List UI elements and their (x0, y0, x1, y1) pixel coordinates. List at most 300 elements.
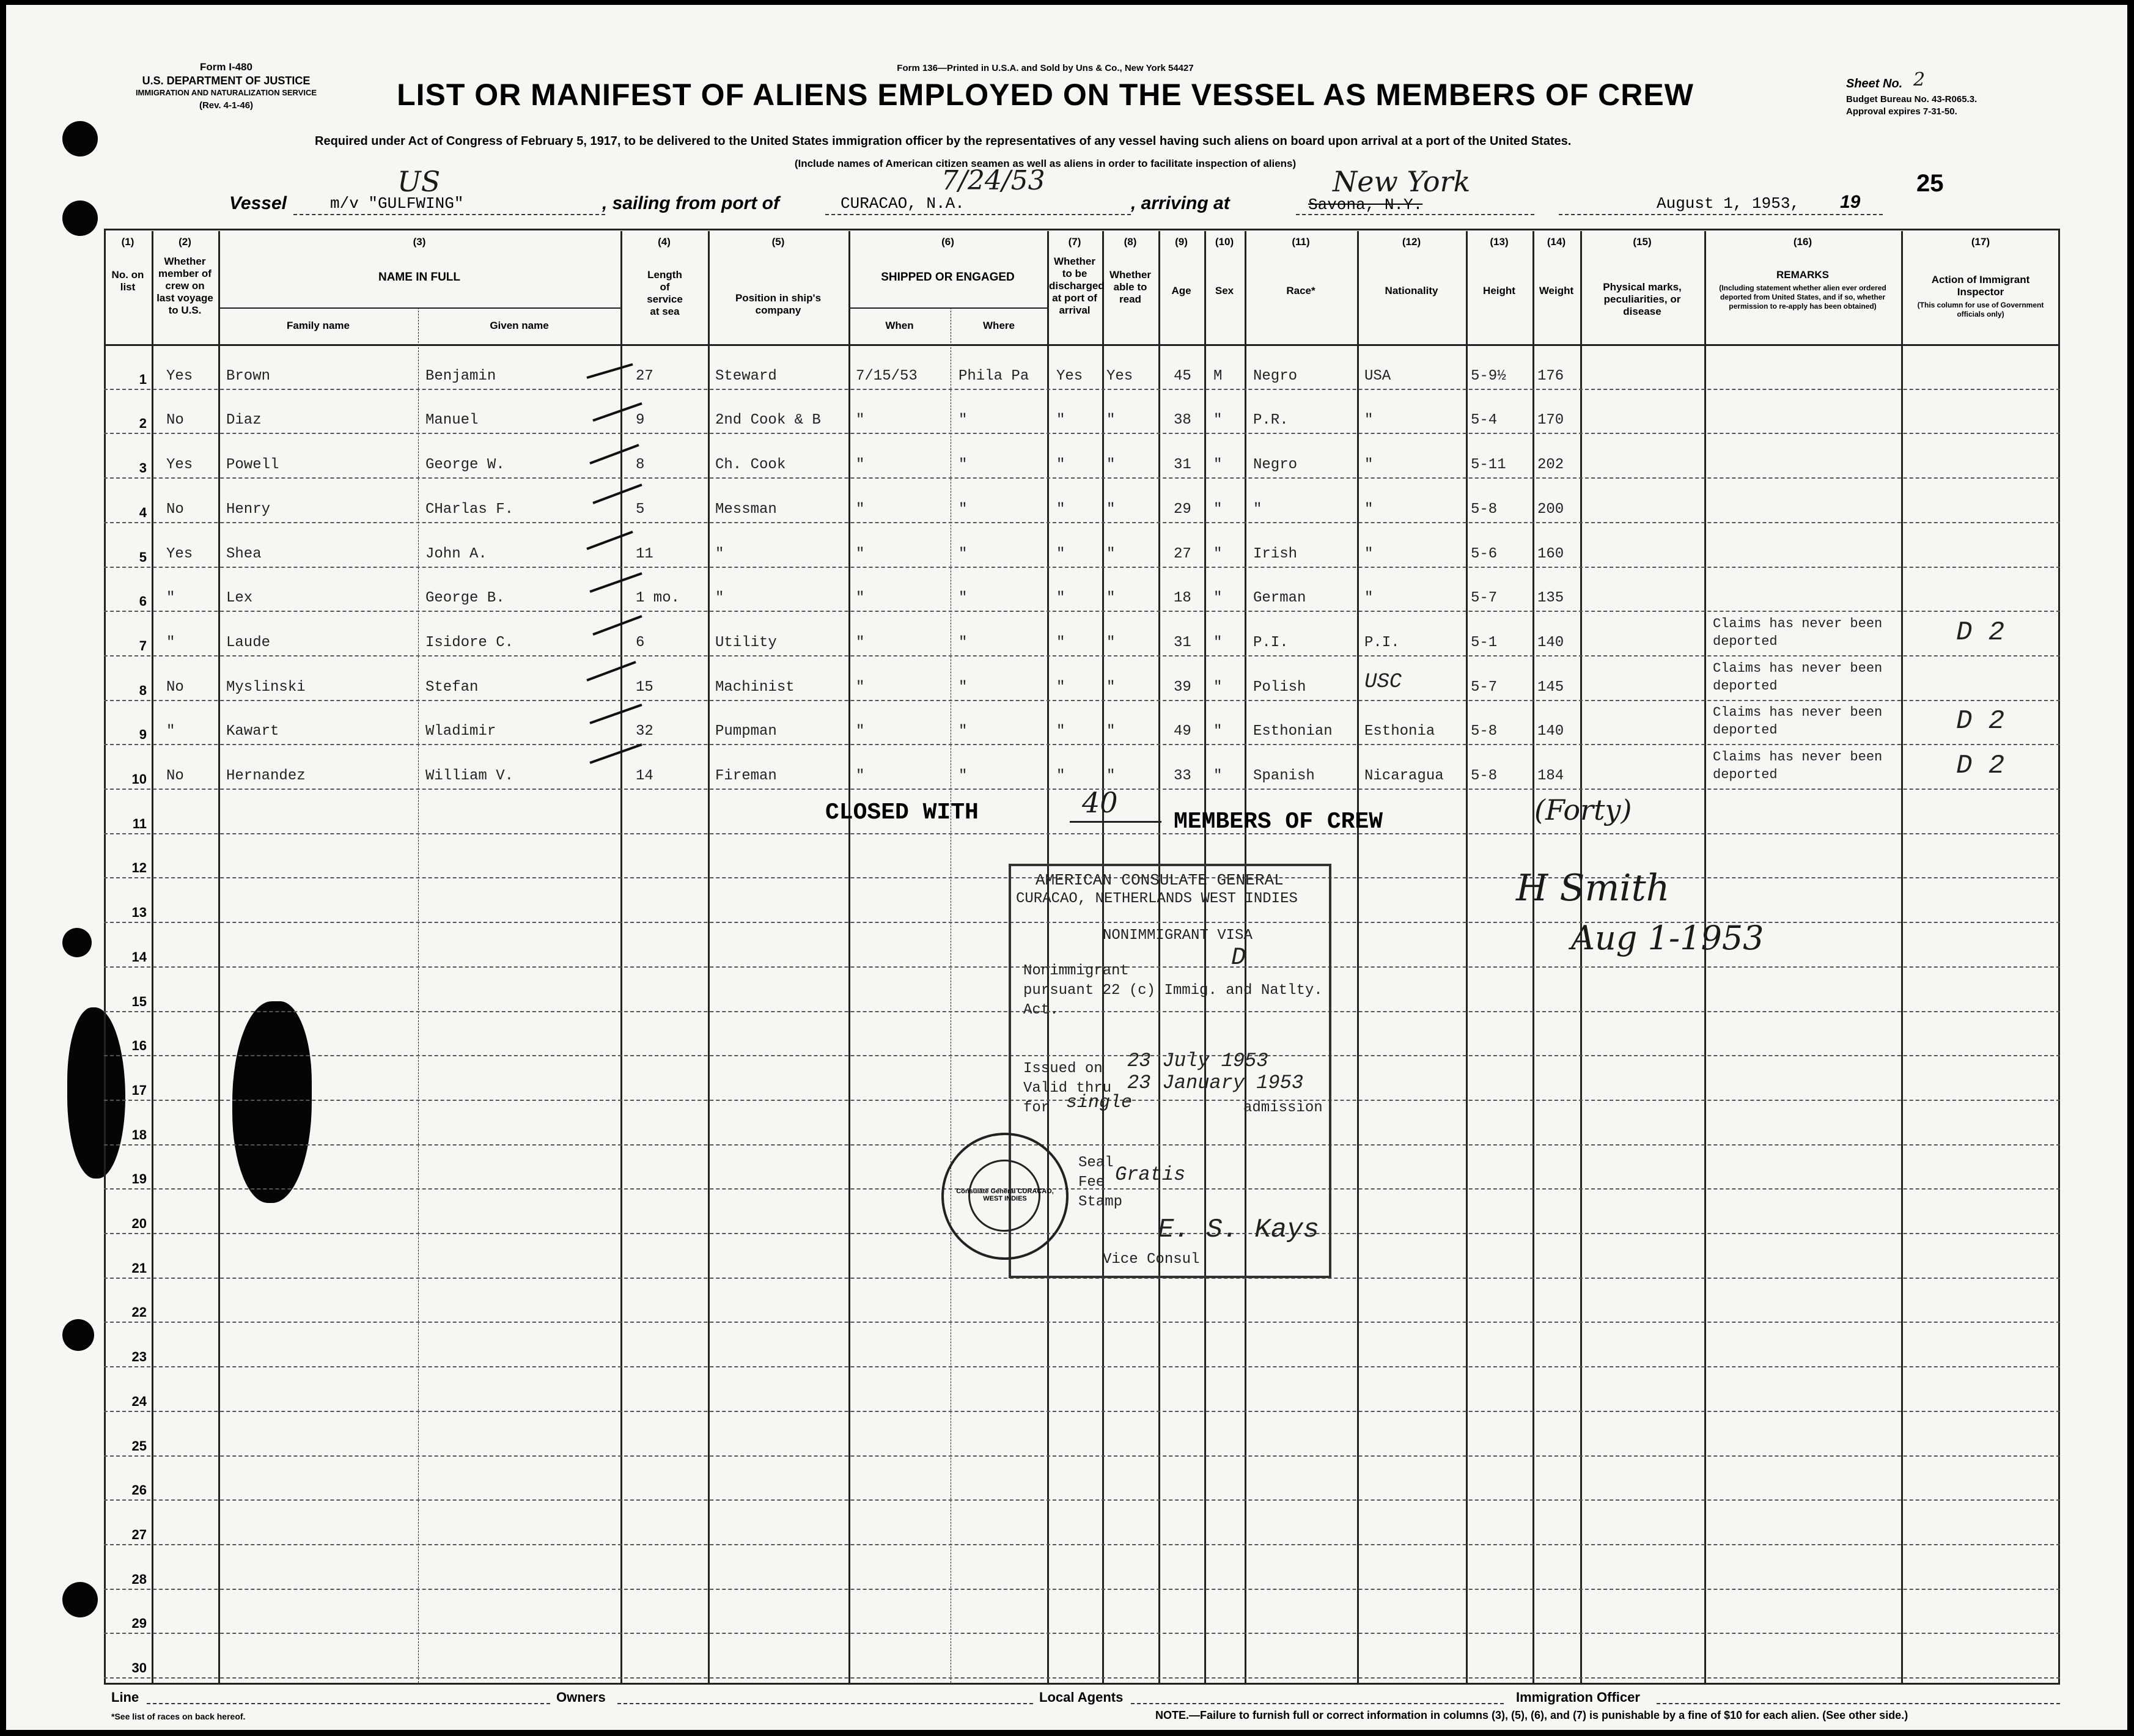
cell-where: " (958, 590, 968, 607)
footer-officer-label: Immigration Officer (1516, 1690, 1640, 1705)
cell-read: " (1106, 679, 1116, 696)
row-number: 29 (131, 1616, 147, 1631)
footer-line-label: Line (111, 1690, 139, 1705)
col-divider (848, 231, 850, 1683)
cell-nationality: Nicaragua (1364, 768, 1444, 784)
cell-weight: 176 (1537, 367, 1564, 384)
row-number: 12 (131, 860, 147, 876)
footer-race-note: *See list of races on back hereof. (111, 1712, 246, 1721)
consulate-seal (941, 1133, 1069, 1260)
col-13-label: Height (1483, 285, 1515, 296)
cell-voyage: Yes (166, 545, 193, 562)
cell-age: 31 (1174, 634, 1191, 651)
footer-line-blank (147, 1703, 550, 1704)
cell-race: Esthonian (1253, 723, 1333, 740)
cell-family: Laude (226, 634, 271, 651)
row-rule (104, 1366, 2060, 1367)
cell-weight: 170 (1537, 412, 1564, 429)
col-17-num: (17) (1971, 236, 1990, 248)
cell-when: " (856, 457, 865, 474)
service: IMMIGRATION AND NATURALIZATION SERVICE (135, 88, 317, 97)
cell-weight: 200 (1537, 501, 1564, 518)
row-number: 16 (131, 1038, 147, 1054)
row-number: 25 (131, 1438, 147, 1454)
col-12-num: (12) (1402, 236, 1421, 248)
cell-read: " (1106, 590, 1116, 607)
cell-age: 45 (1174, 367, 1191, 384)
cell-family: Henry (226, 501, 271, 518)
cell-given: John A. (425, 545, 487, 562)
cell-height: 5-6 (1471, 545, 1498, 562)
cell-height: 5-1 (1471, 634, 1498, 651)
cell-family: Kawart (226, 723, 279, 740)
col-divider (1466, 231, 1468, 1683)
row-number: 28 (131, 1571, 147, 1587)
cell-height: 5-9½ (1471, 367, 1506, 384)
col-7-num: (7) (1068, 236, 1081, 248)
stamp-consul-signature: E. S. Kays (1158, 1215, 1320, 1245)
col-8-num: (8) (1124, 236, 1137, 248)
row-rule (104, 1544, 2060, 1545)
check-mark (593, 485, 642, 503)
row-rule (104, 833, 2060, 834)
cell-discharged: " (1056, 634, 1065, 651)
cell-given: CHarlas F. (425, 501, 514, 518)
row-number: 10 (131, 771, 147, 787)
row-rule (104, 700, 2060, 701)
col-7-label: Whether to be discharged at port of arrival (1049, 256, 1105, 316)
col-3-num: (3) (413, 236, 426, 248)
cell-read: " (1106, 768, 1116, 784)
row-number: 8 (139, 682, 147, 698)
col-16-label: REMARKS (1776, 269, 1829, 281)
row-rule (104, 1322, 2060, 1323)
cell-race: Irish (1253, 545, 1298, 562)
col-divider (1532, 231, 1534, 1683)
vessel-flag-hand: US (397, 165, 441, 198)
binder-hole-5 (62, 1582, 98, 1617)
col-16-sublabel: (Including statement whether alien ever ordered deported from United States, and if so, whether permission to re-apply has been obtained) (1719, 284, 1886, 311)
row-number: 7 (139, 638, 147, 653)
cell-read: " (1106, 634, 1116, 651)
cell-family: Hernandez (226, 768, 306, 784)
row-number: 15 (131, 993, 147, 1009)
cell-service: 8 (636, 457, 645, 474)
cell-race: German (1253, 590, 1306, 607)
col-10-label: Sex (1215, 285, 1234, 296)
vessel-underline (293, 214, 605, 215)
row-number: 2 (139, 416, 147, 432)
closing-count-underline (1070, 821, 1161, 823)
cell-family: Powell (226, 457, 279, 474)
cell-service: 27 (636, 367, 653, 384)
stamp-line-6: Act. (1023, 1002, 1059, 1018)
stamp-fee-label: Fee (1078, 1174, 1105, 1191)
page-title: LIST OR MANIFEST OF ALIENS EMPLOYED ON THE VESSEL AS MEMBERS OF CREW (397, 78, 1694, 112)
cell-service: 14 (636, 768, 653, 784)
closing-prefix: CLOSED WITH (825, 800, 979, 826)
sailing-underline (825, 214, 1131, 215)
footer-note: NOTE.—Failure to furnish full or correct information in columns (3), (5), (6), and (7) is punishable by a fine of $10 for each alien. (See other side.) (1155, 1709, 1908, 1721)
sheet-label: Sheet No. (1846, 77, 1903, 90)
col-2-num: (2) (178, 236, 191, 248)
row-number: 3 (139, 460, 147, 476)
cell-family: Shea (226, 545, 262, 562)
col-1-label: No. on list (111, 269, 144, 293)
check-mark (587, 532, 633, 549)
stamp-issued-label: Issued on (1023, 1061, 1103, 1077)
revision: (Rev. 4-1-46) (199, 100, 254, 111)
check-mark (587, 662, 636, 680)
cell-sex: " (1213, 501, 1223, 518)
cell-action: D 2 (1956, 706, 2005, 737)
department: U.S. DEPARTMENT OF JUSTICE (142, 75, 311, 87)
cell-voyage: Yes (166, 367, 193, 384)
vessel-name: m/v "GULFWING" (330, 194, 464, 213)
cell-weight: 140 (1537, 723, 1564, 740)
sailing-date-hand: 7/24/53 (941, 165, 1045, 196)
cell-where: " (958, 412, 968, 429)
cell-where: " (958, 679, 968, 696)
cell-position: Pumpman (715, 723, 777, 740)
cell-voyage: Yes (166, 457, 193, 474)
closing-suffix: MEMBERS OF CREW (1174, 809, 1383, 835)
cell-weight: 160 (1537, 545, 1564, 562)
row-number: 5 (139, 549, 147, 565)
cell-age: 18 (1174, 590, 1191, 607)
cell-age: 49 (1174, 723, 1191, 740)
cell-when: " (856, 768, 865, 784)
cell-voyage: No (166, 412, 184, 429)
cell-service: 11 (636, 545, 653, 562)
cell-position: Machinist (715, 679, 795, 696)
check-mark (593, 403, 642, 421)
arriving-underline (1296, 214, 1534, 215)
cell-position: " (715, 590, 724, 607)
stamp-stamp-label: Stamp (1078, 1194, 1123, 1210)
cell-position: Messman (715, 501, 777, 518)
cell-weight: 202 (1537, 457, 1564, 474)
footer-agents-label: Local Agents (1039, 1690, 1124, 1705)
row-number: 22 (131, 1304, 147, 1320)
col-5-label: Position in ship's company (735, 292, 822, 316)
row-rule (104, 611, 2060, 612)
row-number: 9 (139, 727, 147, 743)
col-15-label: Physical marks, peculiarities, or disease (1603, 281, 1682, 317)
cell-service: 32 (636, 723, 653, 740)
cell-age: 31 (1174, 457, 1191, 474)
row-number: 6 (139, 594, 147, 609)
col-divider (708, 231, 710, 1683)
stamp-seal-label: Seal (1078, 1155, 1114, 1171)
row-number: 21 (131, 1260, 147, 1276)
cell-age: 39 (1174, 679, 1191, 696)
cell-height: 5-11 (1471, 457, 1506, 474)
printer-note: Form 136—Printed in U.S.A. and Sold by Uns & Co., New York 54427 (897, 63, 1194, 73)
cell-weight: 184 (1537, 768, 1564, 784)
col-6-label: SHIPPED OR ENGAGED (881, 271, 1015, 284)
cell-race: Negro (1253, 457, 1298, 474)
col-9-label: Age (1171, 285, 1191, 296)
row-number: 4 (139, 504, 147, 520)
col-divider (418, 307, 419, 1683)
col-4-num: (4) (658, 236, 671, 248)
cell-service: 9 (636, 412, 645, 429)
cell-when: " (856, 545, 865, 562)
col-11-label: Race* (1286, 285, 1315, 296)
cell-family: Lex (226, 590, 253, 607)
col-9-num: (9) (1175, 236, 1188, 248)
cell-voyage: " (166, 590, 175, 607)
sailing-port: CURACAO, N.A. (841, 194, 965, 213)
cell-read: " (1106, 412, 1116, 429)
col-5-num: (5) (771, 236, 785, 248)
header-subrule-shipped (848, 307, 1047, 309)
stamp-fee: Gratis (1115, 1163, 1186, 1186)
check-mark (593, 616, 642, 634)
seal-text: Consulate General CURACAO, WEST INDIES (956, 1188, 1054, 1202)
cell-position: Fireman (715, 768, 777, 784)
row-rule (104, 655, 2060, 657)
subtitle: Required under Act of Congress of February 5, 1917, to be delivered to the United States immigration officer by the representatives of any vessel having such aliens on board upon arrival at a port of the United States. (315, 134, 1572, 148)
approval-expiry: Approval expires 7-31-50. (1846, 106, 1957, 117)
row-number: 13 (131, 905, 147, 921)
cell-when: 7/15/53 (856, 367, 918, 384)
stamp-line-1: AMERICAN CONSULATE GENERAL (1036, 871, 1284, 889)
footer-owners-blank (617, 1703, 1033, 1704)
row-number: 18 (131, 1127, 147, 1142)
cell-when: " (856, 590, 865, 607)
col-6-num: (6) (941, 236, 954, 248)
cell-voyage: " (166, 723, 175, 740)
header-subrule-name (218, 307, 620, 309)
arrival-date: August 1, 1953, (1657, 194, 1800, 213)
cell-read: " (1106, 723, 1116, 740)
binder-hole-4 (62, 1319, 94, 1351)
cell-discharged: " (1056, 501, 1065, 518)
row-number: 11 (132, 815, 147, 831)
cell-discharged: " (1056, 768, 1065, 784)
cell-voyage: No (166, 679, 184, 696)
stamp-for-value: single (1066, 1092, 1133, 1113)
cell-discharged: " (1056, 545, 1065, 562)
stamp-line-4: Nonimmigrant (1023, 963, 1129, 979)
cell-position: Utility (715, 634, 777, 651)
cell-remarks: Claims has never been deported (1713, 616, 1883, 649)
cell-weight: 145 (1537, 679, 1564, 696)
cell-where: " (958, 457, 968, 474)
cell-height: 5-4 (1471, 412, 1498, 429)
cell-family: Brown (226, 367, 271, 384)
cell-height: 5-7 (1471, 679, 1498, 696)
form-id: Form I-480 (200, 61, 252, 73)
col-17-label: Action of Immigrant Inspector (1931, 274, 2030, 298)
col-17-sublabel: (This column for use of Government officials only) (1917, 301, 2044, 318)
date-underline (1559, 214, 1883, 215)
cell-voyage: " (166, 634, 175, 651)
signature-date: Aug 1-1953 (1571, 919, 1764, 957)
col-6-when: When (885, 320, 914, 331)
col-divider (218, 231, 220, 1683)
col-3-family: Family name (287, 320, 350, 331)
cell-given: Stefan (425, 679, 479, 696)
cell-discharged: " (1056, 457, 1065, 474)
cell-remarks: Claims has never been deported (1713, 660, 1883, 694)
cell-service: 15 (636, 679, 653, 696)
check-marks (575, 353, 672, 793)
row-rule (104, 1455, 2060, 1457)
col-13-num: (13) (1490, 236, 1509, 248)
page-number: 25 (1916, 170, 1944, 197)
col-divider (152, 231, 153, 1683)
col-divider (1357, 231, 1359, 1683)
cell-read: Yes (1106, 367, 1133, 384)
cell-given: Isidore C. (425, 634, 514, 651)
stamp-for-label: for (1023, 1100, 1050, 1116)
cell-age: 29 (1174, 501, 1191, 518)
cell-when: " (856, 679, 865, 696)
row-rule (104, 522, 2060, 523)
row-number: 23 (131, 1349, 147, 1365)
row-rule (104, 1411, 2060, 1412)
row-rule (104, 477, 2060, 479)
cell-height: 5-7 (1471, 590, 1498, 607)
cell-service: 5 (636, 501, 645, 518)
check-mark (590, 573, 642, 592)
check-mark (590, 705, 642, 723)
cell-weight: 135 (1537, 590, 1564, 607)
cell-action: D 2 (1956, 751, 2005, 781)
cell-remarks: Claims has never been deported (1713, 705, 1883, 738)
check-mark (587, 364, 633, 378)
arriving-hand: New York (1333, 165, 1471, 198)
cell-voyage: No (166, 501, 184, 518)
arriving-typed: Savona, N.Y. (1308, 196, 1423, 214)
cell-given: Manuel (425, 412, 479, 429)
col-11-num: (11) (1292, 236, 1310, 248)
cell-sex: " (1213, 679, 1223, 696)
cell-where: " (958, 723, 968, 740)
cell-position: Steward (715, 367, 777, 384)
cell-race: Spanish (1253, 768, 1315, 784)
row-rule (104, 744, 2060, 745)
arriving-label: , arriving at (1131, 193, 1230, 213)
cell-where: " (958, 501, 968, 518)
binder-hole-3 (62, 928, 92, 957)
col-2-label: Whether member of crew on last voyage to U.S. (156, 256, 213, 316)
cell-sex: M (1213, 367, 1223, 384)
cell-position: Ch. Cook (715, 457, 786, 474)
closing-count: 40 (1082, 786, 1118, 819)
cell-where: Phila Pa (958, 367, 1029, 384)
cell-remarks: Claims has never been deported (1713, 749, 1883, 782)
footer-officer-blank (1657, 1703, 2060, 1704)
cell-family: Myslinski (226, 679, 306, 696)
cell-given: Wladimir (425, 723, 496, 740)
cell-given: William V. (425, 768, 514, 784)
row-number: 30 (131, 1660, 147, 1675)
row-number: 19 (131, 1171, 147, 1187)
cell-read: " (1106, 545, 1116, 562)
sailing-label: , sailing from port of (602, 193, 779, 213)
row-rule (104, 1589, 2060, 1590)
cell-given: George W. (425, 457, 505, 474)
cell-race: " (1253, 501, 1262, 518)
row-number: 26 (131, 1482, 147, 1498)
footer-agents-blank (1131, 1703, 1504, 1704)
col-15-num: (15) (1633, 236, 1652, 248)
cell-where: " (958, 545, 968, 562)
check-mark (590, 445, 639, 463)
binder-hole-2 (62, 200, 98, 236)
row-rule (104, 1633, 2060, 1634)
cell-when: " (856, 723, 865, 740)
header-rule (104, 344, 2060, 346)
cell-nationality: " (1364, 545, 1374, 562)
row-rule (104, 567, 2060, 568)
include-note: (Include names of American citizen seamen as well as aliens in order to facilitate inspection of aliens) (794, 158, 1297, 169)
vessel-label: Vessel (229, 193, 287, 213)
cell-height: 5-8 (1471, 768, 1498, 784)
cell-when: " (856, 501, 865, 518)
cell-nationality: " (1364, 501, 1374, 518)
cell-race: Polish (1253, 679, 1306, 696)
cell-service: 6 (636, 634, 645, 651)
cell-where: " (958, 634, 968, 651)
cell-sex: " (1213, 412, 1223, 429)
stamp-visa-number: D (1231, 944, 1246, 972)
year-label: 19 (1840, 192, 1861, 212)
col-12-label: Nationality (1385, 285, 1438, 296)
sheet-number: 2 (1913, 69, 1926, 90)
check-mark (590, 745, 642, 763)
cell-weight: 140 (1537, 634, 1564, 651)
row-rule (104, 1499, 2060, 1501)
manifest-sheet (6, 5, 2127, 1730)
cell-sex: " (1213, 768, 1223, 784)
col-16-num: (16) (1793, 236, 1812, 248)
cell-where: " (958, 768, 968, 784)
cell-discharged: " (1056, 723, 1065, 740)
cell-sex: " (1213, 545, 1223, 562)
stamp-valid-date: 23 January 1953 (1127, 1072, 1304, 1094)
cell-age: 38 (1174, 412, 1191, 429)
cell-action: D 2 (1956, 617, 2005, 648)
cell-discharged: " (1056, 679, 1065, 696)
footer-owners-label: Owners (556, 1690, 606, 1705)
cell-sex: " (1213, 723, 1223, 740)
col-8-label: Whether able to read (1109, 269, 1151, 305)
col-14-label: Weight (1539, 285, 1574, 296)
col-1-num: (1) (121, 236, 134, 248)
cell-when: " (856, 412, 865, 429)
cell-position: 2nd Cook & B (715, 412, 821, 429)
cell-sex: " (1213, 590, 1223, 607)
cell-discharged: " (1056, 590, 1065, 607)
stamp-line-2: CURACAO, NETHERLANDS WEST INDIES (1016, 891, 1298, 907)
cell-nationality: " (1364, 457, 1374, 474)
cell-voyage: No (166, 768, 184, 784)
binder-hole-1 (62, 121, 98, 156)
cell-family: Diaz (226, 412, 262, 429)
stamp-consul-label: Vice Consul (1103, 1251, 1200, 1268)
budget-bureau: Budget Bureau No. 43-R065.3. (1846, 94, 1978, 105)
col-3-label: NAME IN FULL (378, 271, 461, 284)
row-number: 14 (131, 949, 147, 965)
cell-age: 27 (1174, 545, 1191, 562)
cell-position: " (715, 545, 724, 562)
stamp-valid-label: Valid thru (1023, 1080, 1112, 1097)
